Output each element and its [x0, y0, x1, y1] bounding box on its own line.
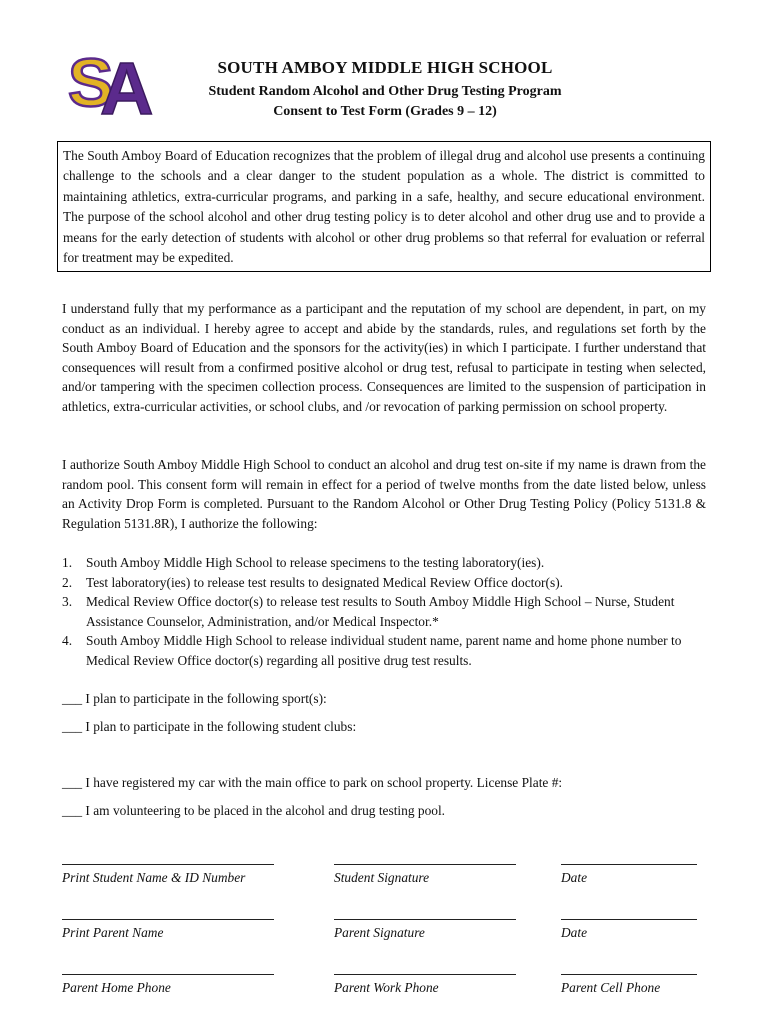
parent-home-phone-field[interactable] [62, 974, 274, 996]
list-text: South Amboy Middle High School to release individual student name, parent name and home phone number to Medical Review Office doctor(s) regarding all positive drug test results. [86, 633, 682, 668]
authorization-list [62, 553, 708, 671]
clubs-checkbox-line[interactable]: ___ I plan to participate in the following student clubs: [62, 719, 357, 734]
field-label: Parent Home Phone [62, 980, 171, 995]
list-item [62, 573, 708, 593]
document-header [160, 58, 610, 120]
parent-work-phone-field[interactable] [334, 974, 516, 996]
parking-checkbox-line[interactable]: ___ I have registered my car with the main office to park on school property. License Plate #: [62, 775, 563, 790]
intro-box: The South Amboy Board of Education recognizes that the problem of illegal drug and alcohol use presents a continuing challenge to the schools and a clear danger to the student population as a whole. The district is committed to maintaining athletics, extra-curricular programs, and parking in a safe, healthy, and secure educational environment. The purpose of the school alcohol and other drug testing policy is to deter alcohol and other drug use and to provide a means for the early detection of students with alcohol or other drug problems so that referral for evaluation or referral for treatment may be expedited. [57, 141, 711, 272]
student-name-field[interactable] [62, 864, 274, 886]
list-number: 1. [62, 555, 73, 570]
list-number: 4. [62, 633, 73, 649]
signature-line [334, 919, 516, 920]
school-name: SOUTH AMBOY MIDDLE HIGH SCHOOL [217, 58, 553, 77]
field-label: Date [561, 870, 588, 885]
program-title: Student Random Alcohol and Other Drug Testing Program [208, 84, 562, 99]
student-date-field[interactable] [561, 864, 697, 886]
field-label: Print Student Name & ID Number [62, 870, 246, 885]
parent-date-field[interactable] [561, 919, 697, 941]
list-number: 2. [62, 574, 73, 590]
parent-cell-phone-field[interactable] [561, 974, 697, 996]
signature-line [561, 974, 697, 975]
list-text: South Amboy Middle High School to release specimens to the testing laboratory(ies). [86, 555, 545, 570]
list-number: 3. [62, 594, 73, 610]
field-label: Date [561, 925, 588, 940]
field-label: Parent Work Phone [334, 980, 439, 995]
sports-checkbox-line[interactable]: ___ I plan to participate in the following sport(s): [62, 691, 327, 706]
signature-line [334, 864, 516, 865]
volunteer-checkbox-line[interactable]: ___ I am volunteering to be placed in the alcohol and drug testing pool. [62, 803, 446, 818]
signature-line [561, 919, 697, 920]
list-text: Medical Review Office doctor(s) to release test results to South Amboy Middle High School – Nurse, Student Assistance Counselor, Administration, and/or Medical Inspector.* [86, 594, 675, 629]
signature-line [561, 864, 697, 865]
field-label: Student Signature [334, 870, 430, 885]
authorization-paragraph: I authorize South Amboy Middle High School to conduct an alcohol and drug test on-site if my name is drawn from the random pool. This consent form will remain in effect for a period of twelve months from the date listed below, unless an Activity Drop Form is completed. Pursuant to the Random Alcohol or Other Drug Testing Policy (Policy 5131.8 & Regulation 5131.8R), I authorize the following: [62, 457, 706, 531]
field-label: Parent Signature [334, 925, 425, 940]
field-label: Print Parent Name [62, 925, 164, 940]
school-logo [64, 40, 156, 118]
field-label: Parent Cell Phone [561, 980, 661, 995]
svg-text:S: S [68, 45, 108, 118]
form-title: Consent to Test Form (Grades 9 – 12) [273, 104, 497, 119]
parent-signature-field[interactable] [334, 919, 516, 941]
list-item [62, 553, 708, 573]
signature-line [62, 919, 274, 920]
signature-line [62, 974, 274, 975]
svg-text:A: A [100, 47, 154, 118]
list-item [62, 592, 708, 631]
signature-line [334, 974, 516, 975]
student-signature-field[interactable] [334, 864, 516, 886]
list-item [62, 631, 708, 670]
list-text: Test laboratory(ies) to release test results to designated Medical Review Office doctor(s). [86, 574, 563, 590]
conduct-paragraph: I understand fully that my performance as a participant and the reputation of my school are dependent, in part, on my conduct as an individual. I hereby agree to accept and abide by the standards, rules, and regulations set forth by the South Amboy Board of Education and the sponsors for the activity(ies) in which I participate. I further understand that consequences will result from a confirmed positive alcohol or drug test, refusal to participate in testing when selected, and/or tampering with the specimen collection process. Consequences are limited to the suspension of participation in athletics, extra-curricular activities, or school clubs, and /or revocation of parking permission on school property. [62, 301, 706, 414]
signature-line [62, 864, 274, 865]
parent-name-field[interactable] [62, 919, 274, 941]
